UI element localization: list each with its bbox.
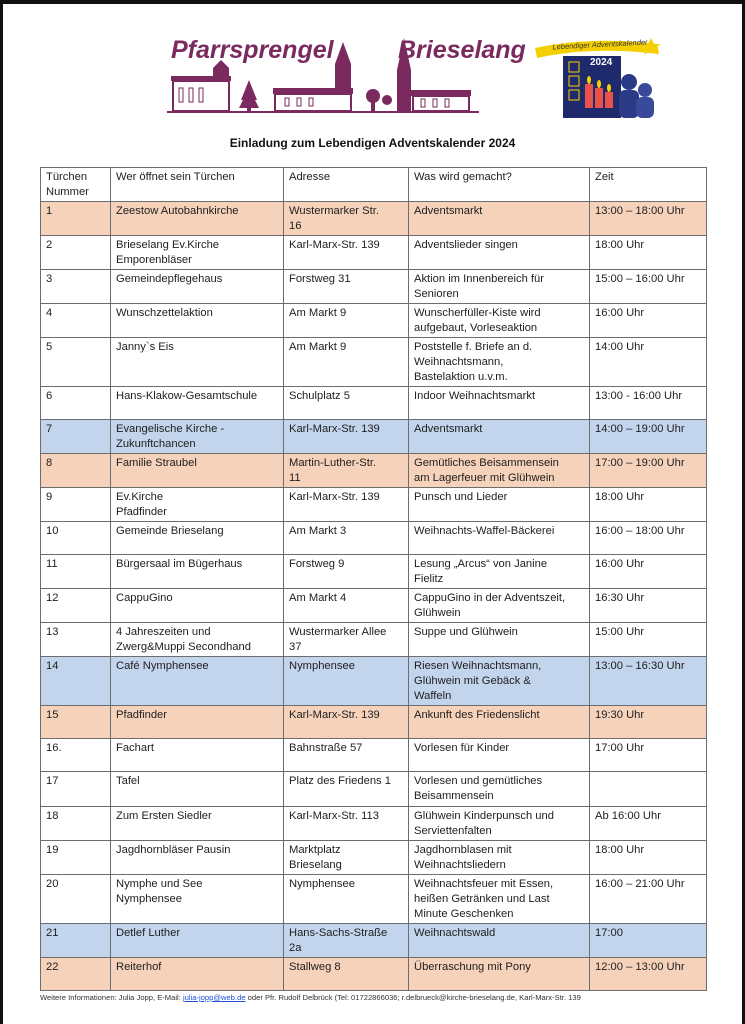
table-row xyxy=(41,958,707,991)
table-cell-who: CappuGino xyxy=(111,589,284,623)
table-cell-nr: 16. xyxy=(41,739,111,772)
left-border xyxy=(0,0,3,1024)
table-header-row xyxy=(41,168,707,202)
table-cell-what: Weihnachts-Waffel-Bäckerei xyxy=(409,522,590,555)
badge-year: 2024 xyxy=(590,57,613,68)
table-cell-who: Jagdhornbläser Pausin xyxy=(111,841,284,875)
badge-banner-text: Lebendiger Adventskalender xyxy=(552,37,648,52)
table-row xyxy=(41,338,707,387)
table-cell-address: Karl-Marx-Str. 139 xyxy=(284,236,409,270)
table-cell-nr: 21 xyxy=(41,924,111,958)
table-cell-what: Riesen Weihnachtsmann, Glühwein mit Gebäck & Waffeln xyxy=(409,657,590,706)
table-cell-time: 19:30 Uhr xyxy=(590,706,707,739)
table-cell-who: Fachart xyxy=(111,739,284,772)
table-cell-who: Reiterhof xyxy=(111,958,284,991)
table-row xyxy=(41,387,707,420)
table-cell-address: Martin-Luther-Str. 11 xyxy=(284,454,409,488)
table-cell-who: Janny`s Eis xyxy=(111,338,284,387)
parish-logo xyxy=(165,30,526,116)
table-cell-nr: 14 xyxy=(41,657,111,706)
advent-schedule-table xyxy=(40,167,707,991)
table-cell-address: Am Markt 9 xyxy=(284,338,409,387)
table-cell-who: Tafel xyxy=(111,772,284,807)
table-cell-address: Am Markt 3 xyxy=(284,522,409,555)
table-cell-what: Aktion im Innenbereich für Senioren xyxy=(409,270,590,304)
table-row xyxy=(41,236,707,270)
table-cell-time: 16:00 – 18:00 Uhr xyxy=(590,522,707,555)
table-cell-nr: 10 xyxy=(41,522,111,555)
table-cell-what: Indoor Weihnachtsmarkt xyxy=(409,387,590,420)
logo-text-left: Pfarrsprengel xyxy=(171,36,334,64)
table-row xyxy=(41,623,707,657)
table-row xyxy=(41,202,707,236)
table-cell-address: Schulplatz 5 xyxy=(284,387,409,420)
table-cell-address: Hans-Sachs-Straße 2a xyxy=(284,924,409,958)
table-cell-who: Familie Straubel xyxy=(111,454,284,488)
table-cell-nr: 17 xyxy=(41,772,111,807)
table-cell-who: Brieselang Ev.Kirche Emporenbläser xyxy=(111,236,284,270)
table-cell-time: 13:00 - 16:00 Uhr xyxy=(590,387,707,420)
table-cell-address: Stallweg 8 xyxy=(284,958,409,991)
table-cell-nr: 7 xyxy=(41,420,111,454)
table-row xyxy=(41,454,707,488)
footer-suffix: oder Pfr. Rudolf Delbrück (Tel: 01722866036; r.delbrueck@kirche-brieselang.de, Karl-Marx-Str. 139 xyxy=(245,993,581,1002)
table-row xyxy=(41,488,707,522)
table-cell-address: Marktplatz Brieselang xyxy=(284,841,409,875)
table-cell-address: Karl-Marx-Str. 139 xyxy=(284,420,409,454)
table-cell-who: Pfadfinder xyxy=(111,706,284,739)
table-cell-what: CappuGino in der Adventszeit, Glühwein xyxy=(409,589,590,623)
table-cell-nr: 11 xyxy=(41,555,111,589)
table-cell-time: 16:00 – 21:00 Uhr xyxy=(590,875,707,924)
table-cell-address: Karl-Marx-Str. 139 xyxy=(284,488,409,522)
table-cell-time: 16:00 Uhr xyxy=(590,555,707,589)
table-row xyxy=(41,739,707,772)
table-cell-what: Jagdhornblasen mit Weihnachtsliedern xyxy=(409,841,590,875)
table-cell-who: Gemeinde Brieselang xyxy=(111,522,284,555)
table-cell-nr: 1 xyxy=(41,202,111,236)
table-cell-nr: 13 xyxy=(41,623,111,657)
table-cell-who: Bürgersaal im Bügerhaus xyxy=(111,555,284,589)
table-cell-time: 18:00 Uhr xyxy=(590,236,707,270)
table-cell-address: Am Markt 4 xyxy=(284,589,409,623)
table-cell-who: Zeestow Autobahnkirche xyxy=(111,202,284,236)
table-cell-nr: 18 xyxy=(41,807,111,841)
logo-text-right: Brieselang xyxy=(398,36,526,64)
table-cell-who: Ev.Kirche Pfadfinder xyxy=(111,488,284,522)
table-cell-who: Café Nymphensee xyxy=(111,657,284,706)
table-cell-what: Gemütliches Beisammensein am Lagerfeuer mit Glühwein xyxy=(409,454,590,488)
table-cell-time: 15:00 – 16:00 Uhr xyxy=(590,270,707,304)
table-row xyxy=(41,522,707,555)
table-header-cell: Zeit xyxy=(590,168,707,202)
table-cell-what: Punsch und Lieder xyxy=(409,488,590,522)
table-cell-time xyxy=(590,772,707,807)
table-cell-time: 17:00 xyxy=(590,924,707,958)
table-cell-address: Wustermarker Str. 16 xyxy=(284,202,409,236)
table-cell-what: Vorlesen für Kinder xyxy=(409,739,590,772)
table-cell-nr: 19 xyxy=(41,841,111,875)
table-cell-what: Adventslieder singen xyxy=(409,236,590,270)
table-cell-address: Nymphensee xyxy=(284,875,409,924)
table-cell-time: 18:00 Uhr xyxy=(590,488,707,522)
table-cell-who: Evangelische Kirche - Zukunftchancen xyxy=(111,420,284,454)
table-cell-who: 4 Jahreszeiten und Zwerg&Muppi Secondhand xyxy=(111,623,284,657)
table-row xyxy=(41,304,707,338)
table-cell-time: 16:30 Uhr xyxy=(590,589,707,623)
table-cell-what: Glühwein Kinderpunsch und Serviettenfalten xyxy=(409,807,590,841)
top-border xyxy=(0,0,745,4)
table-row xyxy=(41,772,707,807)
table-header-cell: Türchen Nummer xyxy=(41,168,111,202)
table-cell-address: Platz des Friedens 1 xyxy=(284,772,409,807)
document-title: Einladung zum Lebendigen Adventskalender 2024 xyxy=(229,136,516,150)
table-row xyxy=(41,555,707,589)
table-cell-nr: 12 xyxy=(41,589,111,623)
table-cell-what: Überraschung mit Pony xyxy=(409,958,590,991)
table-cell-address: Am Markt 9 xyxy=(284,304,409,338)
table-cell-time: 13:00 – 16:30 Uhr xyxy=(590,657,707,706)
table-header-cell: Was wird gemacht? xyxy=(409,168,590,202)
footer-email-link[interactable]: julia-jopp@web.de xyxy=(182,993,246,1002)
table-cell-who: Detlef Luther xyxy=(111,924,284,958)
footer-prefix: Weitere Informationen: Julia Jopp, E-Mail: xyxy=(40,993,183,1002)
table-cell-nr: 20 xyxy=(41,875,111,924)
table-cell-time: 16:00 Uhr xyxy=(590,304,707,338)
advent-calendar-badge xyxy=(533,38,663,122)
table-cell-what: Poststelle f. Briefe an d. Weihnachtsmann, Bastelaktion u.v.m. xyxy=(409,338,590,387)
table-header-cell: Wer öffnet sein Türchen xyxy=(111,168,284,202)
table-cell-nr: 22 xyxy=(41,958,111,991)
table-cell-address: Forstweg 9 xyxy=(284,555,409,589)
table-row xyxy=(41,657,707,706)
table-header-cell: Adresse xyxy=(284,168,409,202)
table-cell-time: Ab 16:00 Uhr xyxy=(590,807,707,841)
table-row xyxy=(41,270,707,304)
table-cell-time: 15:00 Uhr xyxy=(590,623,707,657)
table-row xyxy=(41,420,707,454)
table-row xyxy=(41,924,707,958)
table-cell-who: Zum Ersten Siedler xyxy=(111,807,284,841)
table-cell-nr: 5 xyxy=(41,338,111,387)
table-cell-nr: 3 xyxy=(41,270,111,304)
table-cell-what: Adventsmarkt xyxy=(409,420,590,454)
table-cell-what: Suppe und Glühwein xyxy=(409,623,590,657)
table-cell-what: Vorlesen und gemütliches Beisammensein xyxy=(409,772,590,807)
table-cell-address: Nymphensee xyxy=(284,657,409,706)
table-cell-what: Ankunft des Friedenslicht xyxy=(409,706,590,739)
table-cell-time: 17:00 Uhr xyxy=(590,739,707,772)
table-cell-address: Karl-Marx-Str. 139 xyxy=(284,706,409,739)
table-cell-nr: 9 xyxy=(41,488,111,522)
table-cell-nr: 2 xyxy=(41,236,111,270)
table-row xyxy=(41,841,707,875)
table-cell-who: Nymphe und See Nymphensee xyxy=(111,875,284,924)
table-row xyxy=(41,807,707,841)
table-cell-nr: 8 xyxy=(41,454,111,488)
table-row xyxy=(41,589,707,623)
table-cell-nr: 4 xyxy=(41,304,111,338)
table-cell-time: 18:00 Uhr xyxy=(590,841,707,875)
table-cell-nr: 15 xyxy=(41,706,111,739)
table-cell-time: 17:00 – 19:00 Uhr xyxy=(590,454,707,488)
table-cell-what: Wunscherfüller-Kiste wird aufgebaut, Vorleseaktion xyxy=(409,304,590,338)
table-cell-address: Karl-Marx-Str. 113 xyxy=(284,807,409,841)
table-cell-time: 14:00 – 19:00 Uhr xyxy=(590,420,707,454)
table-cell-what: Adventsmarkt xyxy=(409,202,590,236)
table-cell-time: 14:00 Uhr xyxy=(590,338,707,387)
table-cell-who: Wunschzettelaktion xyxy=(111,304,284,338)
table-cell-time: 13:00 – 18:00 Uhr xyxy=(590,202,707,236)
footer-info xyxy=(40,993,720,1002)
table-cell-what: Lesung „Arcus“ von Janine Fielitz xyxy=(409,555,590,589)
table-cell-who: Hans-Klakow-Gesamtschule xyxy=(111,387,284,420)
table-row xyxy=(41,706,707,739)
table-row xyxy=(41,875,707,924)
table-cell-what: Weihnachtswald xyxy=(409,924,590,958)
table-cell-time: 12:00 – 13:00 Uhr xyxy=(590,958,707,991)
table-cell-address: Forstweg 31 xyxy=(284,270,409,304)
table-cell-address: Bahnstraße 57 xyxy=(284,739,409,772)
table-cell-what: Weihnachtsfeuer mit Essen, heißen Getränken und Last Minute Geschenken xyxy=(409,875,590,924)
table-cell-address: Wustermarker Allee 37 xyxy=(284,623,409,657)
table-cell-who: Gemeindepflegehaus xyxy=(111,270,284,304)
table-cell-nr: 6 xyxy=(41,387,111,420)
